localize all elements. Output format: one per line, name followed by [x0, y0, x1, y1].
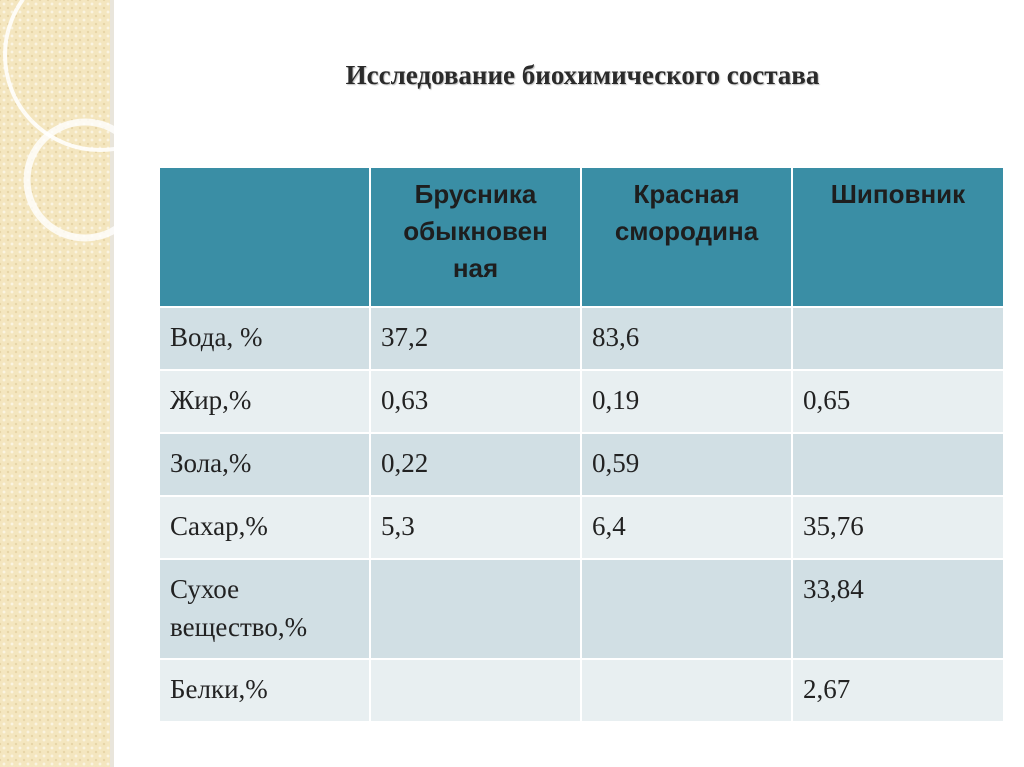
slide-title: Исследование биохимического состава: [345, 60, 820, 90]
header-lingonberry: Брусника обыкновен ная: [370, 167, 581, 307]
table-cell: 33,84: [792, 559, 1004, 659]
table-cell: 0,63: [370, 370, 581, 433]
table-cell: [581, 559, 792, 659]
table-cell: [370, 559, 581, 659]
table-cell: [792, 433, 1004, 496]
table-cell: [581, 659, 792, 722]
header-rosehip: Шиповник: [792, 167, 1004, 307]
table-cell: 0,65: [792, 370, 1004, 433]
table-cell: 37,2: [370, 307, 581, 370]
header-red-currant: Красная смородина: [581, 167, 792, 307]
row-label: Белки,%: [159, 659, 370, 722]
table-cell: [792, 307, 1004, 370]
table-cell: 0,22: [370, 433, 581, 496]
table-row: [159, 370, 1004, 433]
row-label: Сухое вещество,%: [159, 559, 370, 659]
table-row: [159, 659, 1004, 722]
table-cell: 2,67: [792, 659, 1004, 722]
table-cell: 35,76: [792, 496, 1004, 559]
row-label: Зола,%: [159, 433, 370, 496]
decorative-circles: [0, 0, 140, 260]
table-cell: 6,4: [581, 496, 792, 559]
header-empty-cell: [159, 167, 370, 307]
table-cell: 5,3: [370, 496, 581, 559]
table-cell: 0,59: [581, 433, 792, 496]
biochemical-composition-table: [158, 166, 1005, 723]
row-label: Сахар,%: [159, 496, 370, 559]
table-cell: 0,19: [581, 370, 792, 433]
table-row: [159, 559, 1004, 659]
row-label: Жир,%: [159, 370, 370, 433]
table-row: [159, 496, 1004, 559]
table-header-row: [159, 167, 1004, 307]
table-cell: [370, 659, 581, 722]
table-row: [159, 307, 1004, 370]
row-label: Вода, %: [159, 307, 370, 370]
table-cell: 83,6: [581, 307, 792, 370]
table-row: [159, 433, 1004, 496]
